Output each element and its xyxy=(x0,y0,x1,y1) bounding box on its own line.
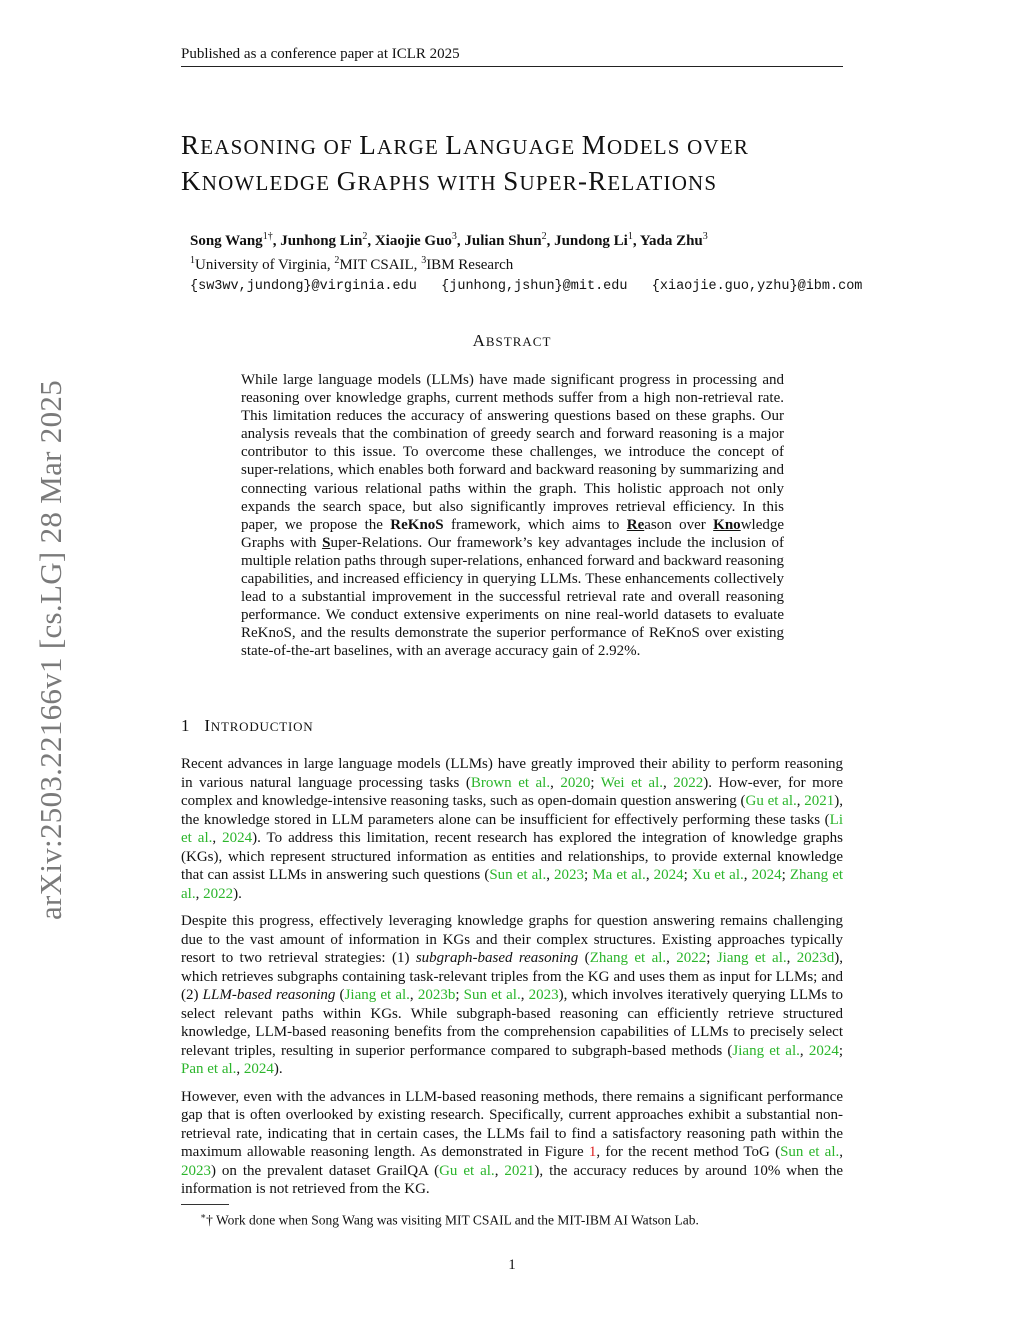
title-initial: M xyxy=(581,130,608,160)
citation-link[interactable]: Jiang et al. xyxy=(732,1042,800,1059)
author-affil-mark: 3 xyxy=(702,231,708,242)
text: , xyxy=(799,1042,809,1059)
abstract-heading-initial: A xyxy=(472,331,486,350)
text: ), which retrieves subgraphs containing task-relevant triples from the KG and uses them as input for LLMs; and (2) xyxy=(181,950,844,1003)
text: ; xyxy=(590,774,601,791)
section-initial: I xyxy=(204,716,211,735)
page-number: 1 xyxy=(508,1257,516,1273)
title-rest: ELATIONS xyxy=(607,171,718,195)
citation-link[interactable]: 2022 xyxy=(203,885,234,902)
text: ; xyxy=(455,987,464,1003)
affil-name: University of Virginia, xyxy=(195,257,335,273)
text: ( xyxy=(335,987,345,1003)
citation-link[interactable]: 2023 xyxy=(181,1162,211,1179)
citation-link[interactable]: Zhang et al. xyxy=(181,867,844,902)
text: , xyxy=(663,774,674,791)
text: , xyxy=(546,867,555,883)
paragraph xyxy=(181,1088,843,1199)
author-names xyxy=(190,227,850,251)
text: Despite this progress, effectively leveraging knowledge graphs for question answering remains challenging due to the vast amount of information in KGs and their complex structures. Existing approaches typically resort to two retrieval strategies: (1) xyxy=(181,913,843,966)
affiliations xyxy=(190,251,850,275)
abstract-text: ason over xyxy=(644,516,714,533)
citation-link[interactable]: 2024 xyxy=(222,830,253,846)
text: , xyxy=(520,987,529,1003)
abstract-body xyxy=(241,371,784,661)
text: ; xyxy=(584,867,593,883)
author-name: Junhong Lin xyxy=(280,233,363,249)
framework-name: ReKnoS xyxy=(390,516,444,533)
citation-link[interactable]: Ma et al. xyxy=(592,867,646,883)
text: , xyxy=(212,830,223,846)
separator: , xyxy=(272,233,281,249)
text: , xyxy=(796,793,805,809)
text: ), which involves iteratively querying LLMs to select relevant paths within KGs. While subgraph-based reasoning can efficiently retrieve structured knowledge, LLM-based reasoning benefits from the comprehension capabilities of LLMs to precisely select relevant triples, resulting in superior performance compared to subgraph-based methods ( xyxy=(181,987,844,1059)
title-line-2 xyxy=(181,164,851,200)
citation-link[interactable]: 2023d xyxy=(796,950,835,966)
affil-name: IBM Research xyxy=(426,257,514,273)
text: ; xyxy=(781,867,790,883)
title-rest: ANGUAGE xyxy=(463,135,582,159)
abstract-text: framework, which aims to xyxy=(443,516,627,533)
abstract-text: wledge Graphs with xyxy=(241,516,785,551)
citation-link[interactable]: Brown et al. xyxy=(470,774,551,791)
title-initial: S xyxy=(503,166,520,196)
title-rest: NOWLEDGE xyxy=(201,171,337,195)
title-initial: R xyxy=(181,130,201,160)
author-affil-mark: 2 xyxy=(362,231,368,242)
author-name: Jundong Li xyxy=(554,233,628,249)
title-initial: G xyxy=(336,166,358,196)
citation-link[interactable]: Pan et al. xyxy=(181,1061,237,1077)
citation-link[interactable]: Xu et al. xyxy=(691,867,744,883)
text: ). xyxy=(273,1061,283,1077)
text: , xyxy=(550,774,561,791)
separator: , xyxy=(546,233,555,249)
citation-link[interactable]: 2020 xyxy=(560,774,591,791)
section-heading-introduction xyxy=(181,716,313,736)
citation-link[interactable]: 2023b xyxy=(417,987,456,1003)
title-rest: EASONING OF xyxy=(200,135,360,159)
abstract-text: uper-Relations. Our framework’s key advantages include the inclusion of multiple relation paths through super-relations, enhanced forward and backward reasoning capabilities, and increased efficiency in querying LLMs. These enhancements collectively lead to a substantial improvement in the successful retrieval rate and overall reasoning performance. We conduct extensive experiments on nine real-world datasets to evaluate ReKnoS, and the results demonstrate the superior performance of ReKnoS over existing state-of-the-art baselines, with an average accuracy gain of 2.92%. xyxy=(241,534,784,660)
text: ; xyxy=(683,867,692,883)
affil-mark: 3 xyxy=(421,255,427,266)
arxiv-stamp: arXiv:2503.22166v1 [cs.LG] 28 Mar 2025 xyxy=(33,379,68,921)
title-initial: L xyxy=(359,130,377,160)
text: ). xyxy=(233,885,242,902)
figure-ref-link[interactable]: 1 xyxy=(588,1144,597,1160)
running-header: Published as a conference paper at ICLR 2025 xyxy=(181,44,843,67)
text: ; xyxy=(838,1042,843,1059)
paper-title xyxy=(181,128,851,200)
emphasis: subgraph-based reasoning xyxy=(415,950,579,966)
author-affil-mark: 3 xyxy=(451,231,457,242)
citation-link[interactable]: Jiang et al. xyxy=(716,950,787,966)
paragraph xyxy=(181,755,843,903)
author-block xyxy=(190,227,863,296)
text: ( xyxy=(578,950,590,966)
author-emails: {sw3wv,jundong}@virginia.edu {junhong,jshun}@mit.edu {xiaojie.guo,yzhu}@ibm.com xyxy=(190,279,863,294)
acronym-part: Re xyxy=(626,516,645,533)
title-initial: -R xyxy=(577,166,608,196)
paragraph xyxy=(181,912,843,1079)
text: ), the knowledge stored in LLM parameters alone can be insufficient for effectively performing these tasks ( xyxy=(181,793,844,828)
citation-link[interactable]: Wei et al. xyxy=(600,774,664,791)
author-name: Song Wang xyxy=(190,233,263,249)
acronym-part: S xyxy=(322,534,331,551)
affil-name: MIT CSAIL, xyxy=(339,257,422,273)
text: , xyxy=(195,885,204,902)
author-affil-mark: 1† xyxy=(262,231,273,242)
title-rest: ODELS OVER xyxy=(607,135,750,159)
affil-mark: 1 xyxy=(190,255,195,266)
author-name: Xiaojie Guo xyxy=(374,233,452,249)
citation-link[interactable]: 2022 xyxy=(673,774,704,791)
text: ). How-ever, for more complex and knowledge-intensive reasoning tasks, such as open-domain question answering ( xyxy=(181,774,843,809)
section-title-rest: NTRODUCTION xyxy=(210,719,314,734)
abstract-heading xyxy=(0,331,1024,351)
author-name: Julian Shun xyxy=(464,233,542,249)
citation-link[interactable]: 2024 xyxy=(653,867,684,883)
text: Recent advances in large language models (LLMs) have greatly improved their ability to perform reasoning in various natural language processing tasks ( xyxy=(181,756,843,791)
footnote xyxy=(200,1208,840,1229)
author-name: Yada Zhu xyxy=(639,233,703,249)
text: ) on the prevalent dataset GrailQA ( xyxy=(211,1162,440,1179)
text: ). To address this limitation, recent research has explored the integration of knowledge graphs (KGs), which represent structured information as entities and relationships, to provide external knowledge that can assist LLMs in answering such questions ( xyxy=(181,830,843,883)
text: , xyxy=(494,1162,505,1179)
title-initial: L xyxy=(445,130,464,160)
text: However, even with the advances in LLM-based reasoning methods, there remains a significant performance gap that is often overlooked by existing research. Specifically, current approaches exhibit a substantial non-retrieval rate, indicating that in certain cases, the LLMs fail to find a satisfactory reasoning path within the maximum allowable reasoning length. As demonstrated in Figure xyxy=(181,1088,843,1160)
acronym-part: Kno xyxy=(713,516,741,533)
author-affil-mark: 2 xyxy=(541,231,547,242)
citation-link[interactable]: 2022 xyxy=(676,950,707,966)
citation-link[interactable]: Gu et al. xyxy=(439,1162,495,1179)
title-rest: UPER xyxy=(519,171,578,195)
affil-mark: 2 xyxy=(334,255,340,266)
text: , xyxy=(743,867,752,883)
citation-link[interactable]: 2023 xyxy=(554,867,585,883)
citation-link[interactable]: 2021 xyxy=(504,1162,535,1179)
citation-link[interactable]: Jiang et al. xyxy=(344,987,410,1003)
text: , xyxy=(786,950,797,966)
title-rest: RAPHS WITH xyxy=(357,171,504,195)
separator: , xyxy=(367,233,375,249)
title-initial: K xyxy=(181,166,202,196)
abstract-text: While large language models (LLMs) have made significant progress in processing and reasoning over knowledge graphs, current methods suffer from a high non-retrieval rate. This limitation reduces the accuracy of answering questions based on these graphs. Our analysis reveals that the combination of greedy search and forward reasoning is a major contributor to this issue. To overcome these challenges, we introduce the concept of super-relations, which enables both forward and backward reasoning by summarizing and connecting various relational paths within the graph. This holistic approach not only expands the search space, but also significantly improves retrieval efficiency. In this paper, we propose the xyxy=(241,372,784,533)
separator: , xyxy=(456,233,465,249)
citation-link[interactable]: 2023 xyxy=(528,987,559,1003)
citation-link[interactable]: 2021 xyxy=(804,793,835,809)
footnote-divider xyxy=(181,1204,229,1205)
citation-link[interactable]: 2024 xyxy=(243,1061,274,1077)
citation-link[interactable]: 2024 xyxy=(808,1042,839,1059)
text: , for the recent method ToG ( xyxy=(596,1144,781,1160)
section-number: 1 xyxy=(181,716,191,735)
citation-link[interactable]: Sun et al. xyxy=(463,987,521,1003)
text: ; xyxy=(706,950,717,966)
title-rest: ARGE xyxy=(377,135,446,159)
abstract-heading-rest: BSTRACT xyxy=(485,334,552,349)
text: , xyxy=(645,867,654,883)
text: , xyxy=(236,1061,244,1077)
text: , xyxy=(409,987,418,1003)
footnote-text: † Work done when Song Wang was visiting MIT CSAIL and the MIT-IBM AI Watson Lab. xyxy=(206,1212,699,1228)
citation-link[interactable]: Li et al. xyxy=(181,811,843,846)
separator: , xyxy=(632,233,640,249)
text: ), the accuracy reduces by around 10% when the information is not retrieved from the KG. xyxy=(181,1162,844,1197)
emphasis: LLM-based reasoning xyxy=(202,987,336,1003)
introduction-body xyxy=(181,755,843,1208)
citation-link[interactable]: 2024 xyxy=(751,867,782,883)
citation-link[interactable]: Zhang et al. xyxy=(589,950,667,966)
title-line-1 xyxy=(181,128,851,164)
citation-link[interactable]: Gu et al. xyxy=(745,793,797,809)
footnote-mark: ∗ xyxy=(200,1211,207,1221)
text: , xyxy=(839,1144,843,1160)
author-affil-mark: 1 xyxy=(627,231,633,242)
citation-link[interactable]: Sun et al. xyxy=(489,867,547,883)
citation-link[interactable]: Sun et al. xyxy=(780,1144,840,1160)
text: , xyxy=(666,950,677,966)
